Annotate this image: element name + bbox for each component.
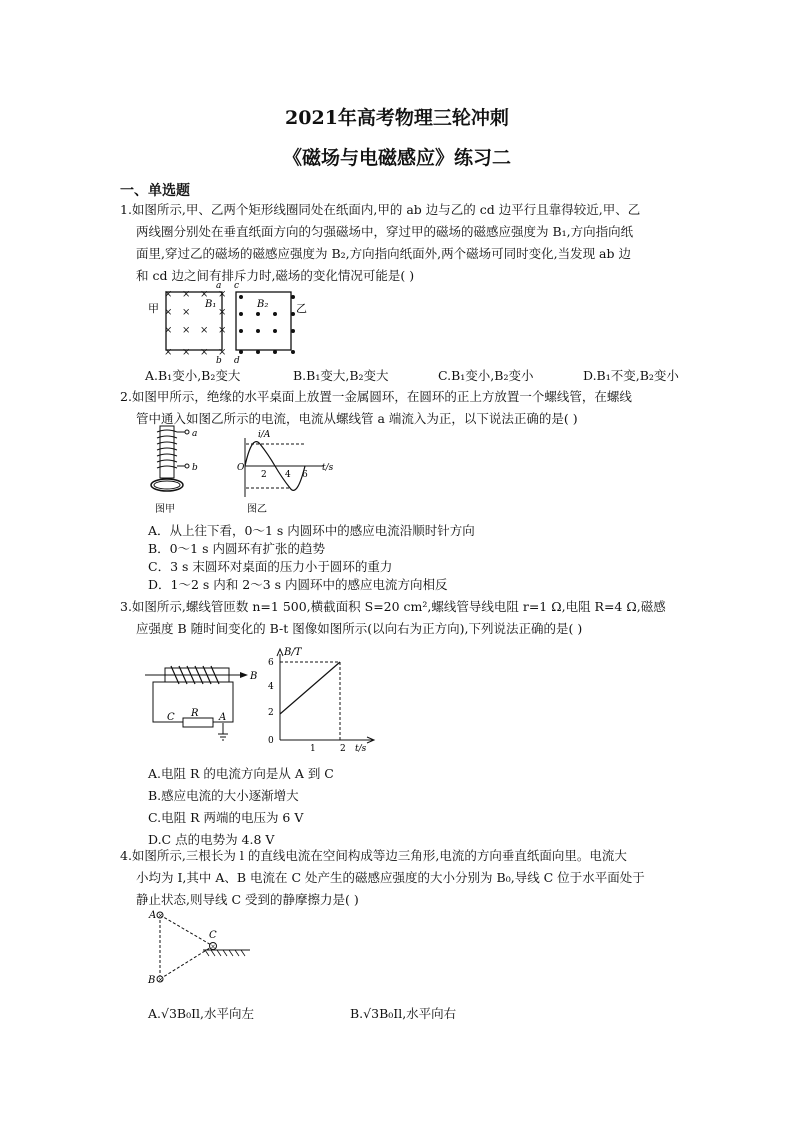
- tick-y6: 6: [268, 658, 274, 668]
- svg-text:×: ×: [164, 347, 173, 358]
- q1-figure: [145, 280, 310, 365]
- label-b: b: [192, 463, 198, 473]
- caption-yi: 图乙: [247, 504, 267, 515]
- q3-figure: [145, 646, 385, 756]
- q4-line: 4.如图所示,三根长为 l 的直线电流在空间构成等边三角形,电流的方向垂直纸面向里。电流大: [120, 848, 627, 863]
- q3-options: [148, 763, 334, 851]
- label-A: A: [219, 712, 227, 723]
- cross-field: [164, 289, 226, 358]
- q1-line: 面里,穿过乙的磁场的磁感应强度为 B₂,方向指向纸面外,两个磁场可同时变化,当发现 ab 边: [136, 246, 631, 261]
- q2-option-d: D．1～2 s 内和 2～3 s 内圆环中的感应电流方向相反: [148, 577, 448, 592]
- svg-text:×: ×: [164, 289, 173, 300]
- solenoid-core: [160, 426, 174, 478]
- side-AC: [158, 912, 213, 946]
- q2-option-c: C．3 s 末圆环对桌面的压力小于圆环的重力: [148, 559, 393, 574]
- q1-option-d: D.B₁不变,B₂变小: [583, 368, 679, 383]
- q3-option-a: A.电阻 R 的电流方向是从 A 到 C: [148, 766, 334, 781]
- q2-option-b: B．0～1 s 内圆环有扩张的趋势: [148, 541, 325, 556]
- label-b: b: [216, 356, 222, 365]
- q1-line: 两线圈分别处在垂直纸面方向的匀强磁场中，穿过甲的磁场的磁感应强度为 B₁,方向指向纸: [136, 224, 634, 239]
- svg-text:×: ×: [200, 289, 209, 300]
- svg-text:×: ×: [182, 325, 191, 336]
- origin-label: O: [237, 463, 245, 473]
- tick-y4: 4: [268, 682, 274, 692]
- label-d: d: [234, 356, 240, 365]
- q4-option-b: B.√3B₀Il,水平向右: [350, 1006, 457, 1021]
- question-3: [120, 596, 680, 640]
- svg-text:×: ×: [164, 325, 173, 336]
- svg-text:×: ×: [218, 289, 227, 300]
- x-axis-label: t/s: [322, 463, 334, 473]
- label-B1: B₁: [205, 299, 217, 310]
- svg-text:×: ×: [158, 912, 164, 920]
- label-yi: 乙: [296, 302, 307, 315]
- y-axis-label: B/T: [284, 647, 302, 658]
- svg-text:×: ×: [218, 347, 227, 358]
- svg-text:×: ×: [164, 307, 173, 318]
- label-a: a: [192, 429, 198, 439]
- svg-text:×: ×: [182, 289, 191, 300]
- tick-x2: 2: [340, 744, 346, 754]
- tick-x1: 1: [310, 744, 316, 754]
- q3-option-c: C.电阻 R 两端的电压为 6 V: [148, 810, 304, 825]
- q3-option-d: D.C 点的电势为 4.8 V: [148, 832, 275, 847]
- label-B: B: [148, 975, 156, 986]
- q4-line: 静止状态,则导线 C 受到的静摩擦力是( ): [136, 892, 359, 907]
- resistor-R: [183, 718, 213, 727]
- q3-line: 应强度 B 随时间变化的 B-t 图像如图所示(以向右为正方向),下列说法正确的是( ): [136, 621, 583, 636]
- q2-line: 2.如图甲所示，绝缘的水平桌面上放置一金属圆环，在圆环的正上方放置一个螺线管，在螺线: [120, 389, 632, 404]
- bt-line: [280, 662, 340, 714]
- label-a: a: [216, 281, 222, 291]
- tick-2: 2: [261, 470, 267, 480]
- label-jia: 甲: [148, 302, 159, 315]
- label-C: C: [209, 930, 217, 941]
- q2-option-a: A．从上往下看，0～1 s 内圆环中的感应电流沿顺时针方向: [148, 523, 475, 538]
- tick-4: 4: [285, 470, 291, 480]
- page-subtitle: 《磁场与电磁感应》练习二: [282, 147, 511, 169]
- q4-option-a: A.√3B₀Il,水平向左: [148, 1006, 255, 1021]
- ground-hatch: [205, 950, 245, 956]
- q1-line: 1.如图所示,甲、乙两个矩形线圈同处在纸面内,甲的 ab 边与乙的 cd 边平行且靠得较近,甲、乙: [120, 202, 641, 217]
- label-A: A: [149, 910, 157, 921]
- tick-y2: 2: [268, 708, 274, 718]
- q2-line: 管中通入如图乙所示的电流，电流从螺线管 a 端流入为正，以下说法正确的是( ): [136, 411, 578, 426]
- q2-options: [148, 522, 475, 594]
- svg-text:×: ×: [200, 347, 209, 358]
- label-B2: B₂: [257, 299, 269, 310]
- caption-jia: 图甲: [155, 504, 175, 515]
- q2-figure: [145, 422, 345, 517]
- svg-text:×: ×: [210, 943, 216, 951]
- q1-option-c: C.B₁变小,B₂变小: [438, 368, 534, 383]
- label-R: R: [191, 708, 199, 719]
- section-heading: 一、单选题: [120, 183, 190, 199]
- q1-option-b: B.B₁变大,B₂变大: [293, 368, 389, 383]
- svg-text:×: ×: [158, 976, 164, 984]
- svg-text:×: ×: [182, 307, 191, 318]
- q1-line: 和 cd 边之间有排斥力时,磁场的变化情况可能是( ): [136, 268, 415, 283]
- q3-option-b: B.感应电流的大小逐渐增大: [148, 788, 299, 803]
- page-title: 2021年高考物理三轮冲刺: [285, 107, 509, 129]
- label-B: B: [250, 671, 258, 682]
- q1-option-a: A.B₁变小,B₂变大: [145, 368, 241, 383]
- label-c: c: [234, 281, 240, 291]
- svg-text:×: ×: [200, 325, 209, 336]
- tick-6: 6: [302, 470, 308, 480]
- q3-line: 3.如图所示,螺线管匝数 n=1 500,横截面积 S=20 cm²,螺线管导线电阻 r=1 Ω,电阻 R=4 Ω,磁感: [120, 599, 666, 614]
- q4-figure: [145, 908, 265, 990]
- side-BC: [160, 946, 213, 979]
- origin-label: 0: [268, 736, 274, 746]
- q4-line: 小均为 I,其中 A、B 电流在 C 处产生的磁感应强度的大小分别为 B₀,导线 C 位于水平面处于: [136, 870, 645, 885]
- svg-text:×: ×: [218, 325, 227, 336]
- label-C: C: [167, 712, 175, 723]
- svg-text:×: ×: [218, 307, 227, 318]
- question-4: [120, 845, 680, 911]
- y-axis-label: i/A: [258, 430, 271, 440]
- svg-text:×: ×: [182, 347, 191, 358]
- question-1: [120, 199, 680, 287]
- x-axis-label: t/s: [355, 744, 367, 754]
